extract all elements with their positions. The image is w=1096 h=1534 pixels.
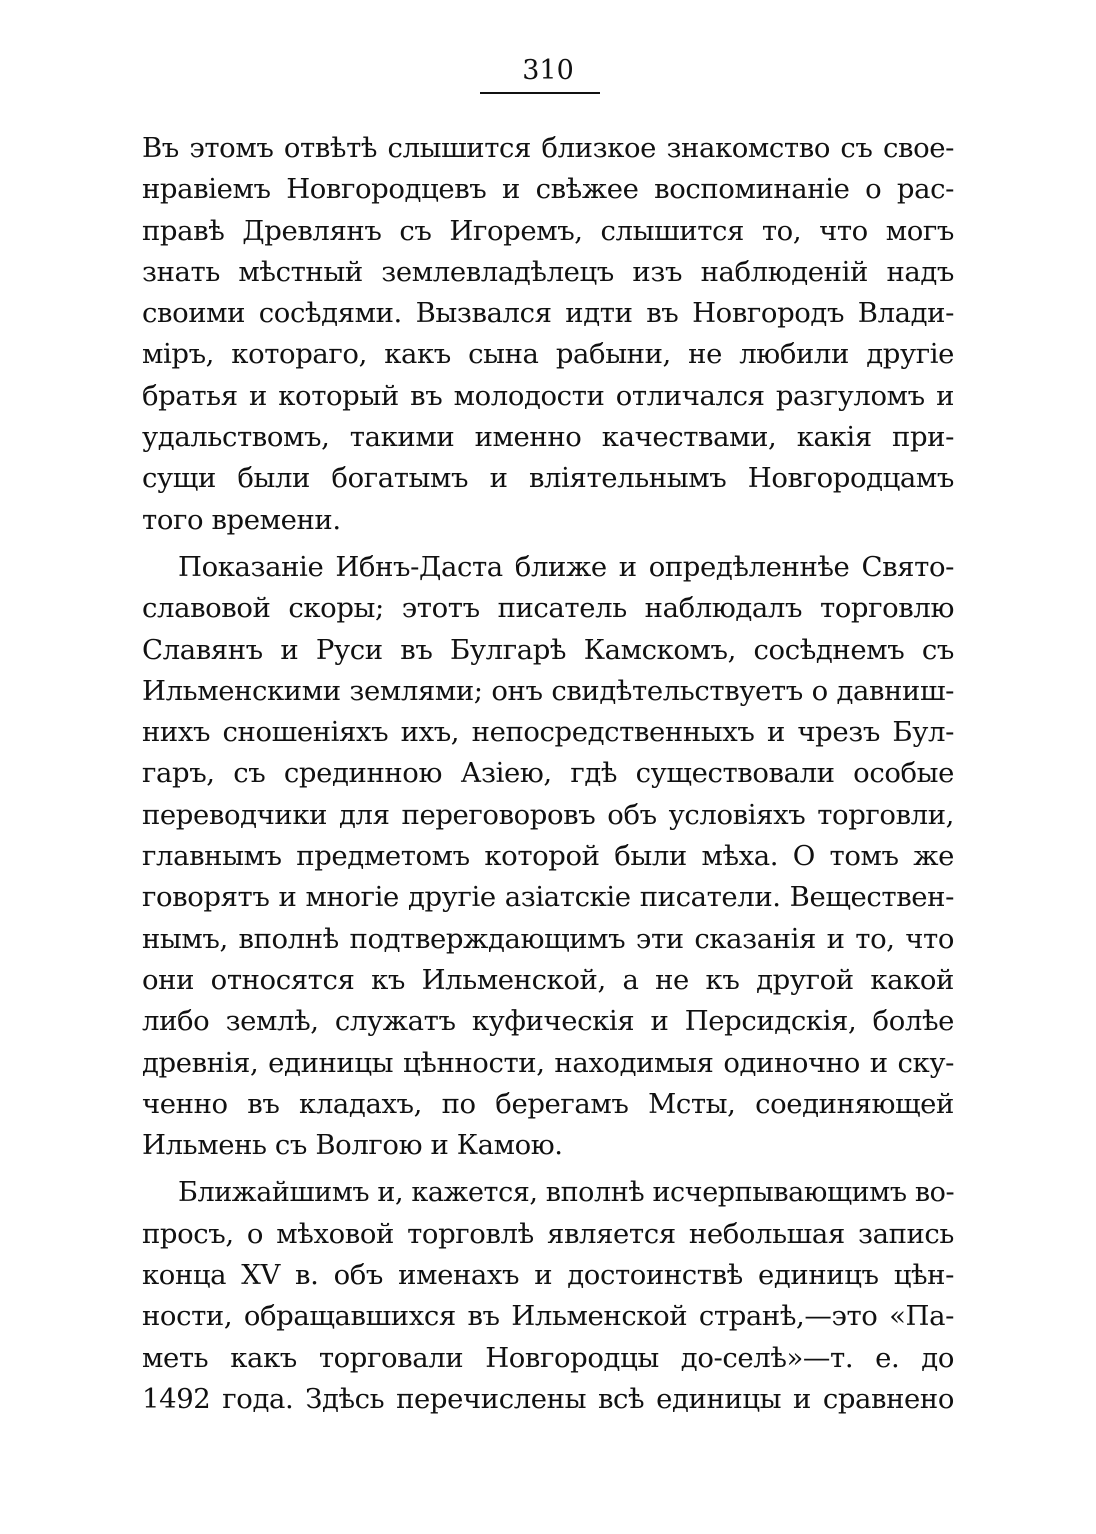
text-line: сущи были богатымъ и вліятельнымъ Новгородцамъ: [142, 462, 954, 495]
paragraph: [142, 128, 954, 541]
text-line: переводчики для переговоровъ объ условіяхъ торговли,: [142, 798, 954, 831]
text-line: конца XV в. объ именахъ и достоинствѣ единицъ цѣн-: [142, 1259, 954, 1292]
page-number: 310: [522, 55, 574, 86]
text-line: нымъ, вполнѣ подтверждающимъ эти сказанія и то, что: [142, 922, 954, 955]
text-line: они относятся къ Ильменской, а не къ другой какой: [142, 963, 954, 996]
text-line: гаръ, съ срединною Азіею, гдѣ существовали особые: [142, 757, 954, 790]
text-line: главнымъ предметомъ которой были мѣха. О томъ же: [142, 840, 954, 873]
text-line: братья и который въ молодости отличался разгуломъ и: [142, 379, 954, 412]
text-line: Ближайшимъ и, кажется, вполнѣ исчерпывающимъ во-: [178, 1177, 954, 1209]
text-line: Въ этомъ отвѣтѣ слышится близкое знакомство съ свое-: [142, 132, 954, 164]
text-line: ности, обращавшихся въ Ильменской странѣ,—это «Па-: [142, 1300, 954, 1333]
text-line: либо землѣ, служатъ куфическія и Персидскія, болѣе: [142, 1005, 954, 1038]
text-line: 1492 года. Здѣсь перечислены всѣ единицы и сравнено: [142, 1382, 954, 1415]
text-line: знать мѣстный землевладѣлецъ изъ наблюденій надъ: [142, 255, 954, 288]
text-line: просъ, о мѣховой торговлѣ является небольшая запись: [142, 1217, 954, 1250]
text-line: Показаніе Ибнъ-Даста ближе и опредѣленнѣе Свято-: [178, 550, 954, 583]
text-line: удальствомъ, такими именно качествами, какія при-: [142, 421, 954, 454]
text-line: міръ, котораго, какъ сына рабыни, не любили другіе: [142, 338, 954, 371]
text-line: древнія, единицы цѣнности, находимыя одиночно и ску-: [142, 1046, 954, 1079]
text-line: ченно въ кладахъ, по берегамъ Мсты, соединяющей: [142, 1087, 954, 1120]
text-line: Славянъ и Руси въ Булгарѣ Камскомъ, сосѣднемъ съ: [142, 633, 954, 666]
text-line: нихъ сношеніяхъ ихъ, непосредственныхъ и чрезъ Бул-: [142, 716, 954, 749]
page-body: [142, 128, 954, 1420]
page-number-rule: [480, 92, 600, 94]
text-line: говорятъ и многіе другіе азіатскіе писатели. Веществен-: [142, 881, 954, 914]
text-line: нравіемъ Новгородцевъ и свѣжее воспоминаніе о рас-: [142, 173, 954, 206]
text-line: Ильмень съ Волгою и Камою.: [142, 1129, 563, 1162]
paragraph: [142, 1172, 954, 1420]
text-line: Ильменскими землями; онъ свидѣтельствуетъ о давниш-: [142, 674, 954, 707]
text-line: правѣ Древлянъ съ Игоремъ, слышится то, что могъ: [142, 214, 954, 247]
text-line: славовой скоры; этотъ писатель наблюдалъ торговлю: [142, 592, 954, 625]
text-line: своими сосѣдями. Вызвался идти въ Новгородъ Влади-: [142, 297, 954, 330]
text-line: меть какъ торговали Новгородцы до-селѣ»—т. е. до: [142, 1341, 954, 1374]
paragraph: [142, 547, 954, 1166]
text-line: того времени.: [142, 503, 341, 536]
